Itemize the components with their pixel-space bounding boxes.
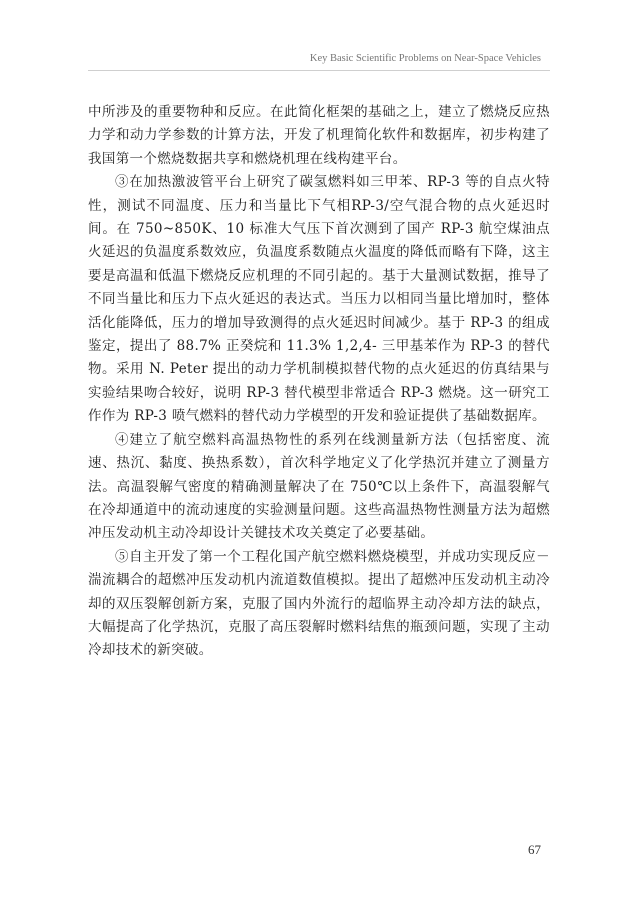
page-number: 67	[528, 842, 541, 857]
paragraph-item-4: ④建立了航空燃料高温热物性的系列在线测量新方法（包括密度、流速、热沉、黏度、换热系数），首次科学地定义了化学热沉并建立了测量方法。高温裂解气密度的精确测量解决了在 750℃以上条件下，高温裂解气在冷却通道中的流动速度的实验测量问题。这些高温热物性测量方法为超燃冲压发动机主动冷却设计关键技术攻关奠定了必要基础。	[88, 431, 550, 542]
paragraph-item-3: ③在加热激波管平台上研究了碳氢燃料如三甲苯、RP-3 等的自点火特性，测试不同温度、压力和当量比下气相RP-3/空气混合物的点火延迟时间。在 750~850K、10 标准大气压下首次测到了国产 RP-3 航空煤油点火延迟的负温度系数效应，负温度系数随点火温度的降低而略有下降，这主要是高温和低温下燃烧反应机理的不同引起的。基于大量测试数据，推导了不同当量比和压力下点火延迟的表达式。当压力以相同当量比增加时，整体活化能降低，压力的增加导致测得的点火延迟时间减少。基于 RP-3 的组成鉴定，提出了 88.7% 正癸烷和 11.3% 1,2,4- 三甲基苯作为 RP-3 的替代物。采用 N. Peter 提出的动力学机制模拟替代物的点火延迟的仿真结果与实验结果吻合较好，说明 RP-3 替代模型非常适合 RP-3 燃烧。这一研究工作作为 RP-3 喷气燃料的替代动力学模型的开发和验证提供了基础数据库。	[88, 174, 550, 425]
running-header: Key Basic Scientific Problems on Near-Space Vehicles	[309, 53, 541, 64]
header-divider	[88, 70, 550, 71]
body-text	[88, 101, 550, 663]
paragraph-item-5: ⑤自主开发了第一个工程化国产航空燃料燃烧模型，并成功实现反应－湍流耦合的超燃冲压发动机内流道数值模拟。提出了超燃冲压发动机主动冷却的双压裂解创新方案，克服了国内外流行的超临界主动冷却方法的缺点，大幅提高了化学热沉，克服了高压裂解时燃料结焦的瓶颈问题，实现了主动冷却技术的新突破。	[88, 548, 550, 659]
paragraph-continued: 中所涉及的重要物种和反应。在此简化框架的基础之上，建立了燃烧反应热力学和动力学参数的计算方法，开发了机理简化软件和数据库，初步构建了我国第一个燃烧数据共享和燃烧机理在线构建平台。	[88, 104, 550, 167]
